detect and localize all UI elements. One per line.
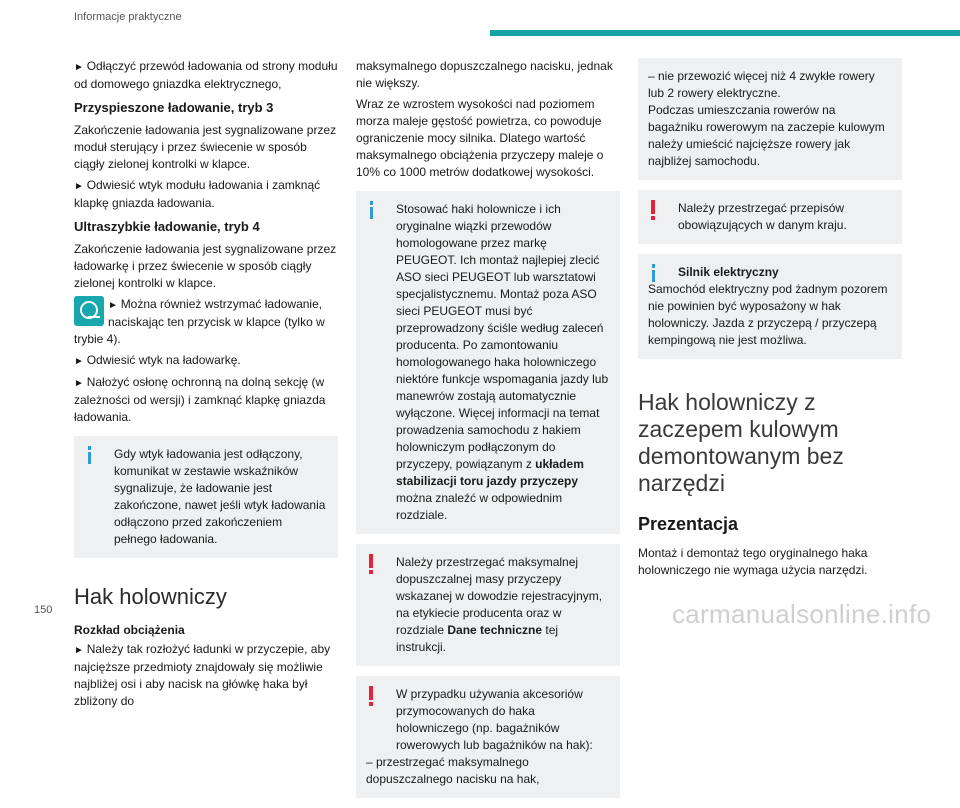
warning-text: Należy przestrzegać przepisów obowiązujących w danym kraju. [678,201,847,232]
heading-presentation: Prezentacja [638,514,739,534]
page-number: 150 [34,604,53,616]
bike-limit-text: – nie przewozić więcej niż 4 zwykłe rowery lub 2 rowery elektryczne. [648,69,875,100]
bike-rack-text: Podczas umieszczania rowerów na bagażniku rowerowym na zaczepie kulowym należy umieścić najcięższe rowery jak najbliżej samochodu. [648,103,885,168]
warning-icon [369,686,373,700]
pause-charge-block [74,296,338,352]
info-text: Gdy wtyk ładowania jest odłączony, komunikat w zestawie wskaźników sygnalizuje, że ładowanie jest zakończone, nawet jeśli wtyk ładowania odłączono przed zakończeniem pełnego ładowania. [114,447,326,546]
info-icon-bar [652,270,655,282]
warning-icon-dot [369,702,373,706]
presentation-text: Montaż i demontaż tego oryginalnego haka holowniczego nie wymaga użycia narzędzi. [638,546,868,577]
info-box [638,254,902,359]
info-icon [652,264,655,268]
info-text-part: Stosować haki holownicze i ich oryginalne wiązki przewodów homologowane przez markę PEUGEOT. Ich montaż najlepiej zlecić ASO sieci PEUGEOT lub warsztatowi specjalistycznemu. Montaż poza ASO sieci PEUGEOT musi być przeprowadzony ściśle według zaleceń producenta. Po zamontowaniu homologowanego haka holowniczego niektóre funkcje wspomagania jazdy lub manewrów zostają automatycznie wyłączone. Więcej informacji na temat prowadzenia samochodu z hakiem holowniczym podłączonym do przyczepy, powiązanym z [396,202,609,471]
step-pause-charging: ► Można również wstrzymać ładowanie, naciskając ten przycisk w klapce (tylko w trybie 4). [74,296,338,348]
warning-text [366,554,610,656]
info-box [74,436,338,558]
section-title-detachable-towbar: Hak holowniczy z zaczepem kulowym demontowanym bez narzędzi [638,389,844,496]
max-load-text: maksymalnego dopuszczalnego nacisku, jednak nie większy. [356,59,613,90]
info-text-bold: układem stabilizacji toru jazdy przyczepy [396,457,584,488]
mode-4-text: Zakończenie ładowania jest sygnalizowane przez ładowarkę i przez świecenie w sposób ciągły zielonej kontrolki w klapce. [74,242,337,290]
column-1 [74,58,338,714]
charge-stop-icon [74,296,104,326]
warning-icon-dot [651,216,655,220]
info-heading-text: Silnik elektryczny [678,265,779,279]
step-hang-on-charger: ► Odwiesić wtyk na ładowarkę. [74,352,338,370]
warning-text-part: tej instrukcji. [396,623,559,654]
mode-3-text: Zakończenie ładowania jest sygnalizowane przez moduł sterujący i przez świecenie w sposób ciągły zielonej kontrolki w klapce. [74,123,337,171]
load-distribution-text: ► Należy tak rozłożyć ładunki w przyczepie, aby najcięższe przedmioty znajdowały się możliwie najbliżej osi i aby nacisk na główkę haka był zbliżony do [74,641,338,710]
heading-mode-4: Ultraszybkie ładowanie, tryb 4 [74,219,260,234]
watermark: carmanualsonline.info [672,599,932,629]
info-icon [88,446,91,450]
info-icon-bar [88,452,91,464]
info-text [366,201,610,524]
warning-icon [369,554,373,568]
info-box [356,191,620,534]
altitude-text: Wraz ze wzrostem wysokości nad poziomem morza maleje gęstość powietrza, co powoduje ograniczenie mocy silnika. Dlatego wartość maksymalnego obciążenia przyczepy maleje o 10% co 1000 metrów dodatkowej wysokości. [356,97,604,179]
header-accent-bar [490,30,960,36]
warning-icon-dot [369,570,373,574]
heading-load-distribution: Rozkład obciążenia [74,623,185,637]
warning-text: W przypadku używania akcesoriów przymocowanych do haka holowniczego (np. bagażników rowerowych lub bagażników na hak): [396,687,593,752]
continued-box [638,58,902,180]
warning-box [356,544,620,666]
warning-box [356,676,620,798]
column-3 [638,58,902,583]
column-2 [356,58,620,808]
warning-box [638,190,902,244]
step-unplug-home: ► Odłączyć przewód ładowania od strony modułu od domowego gniazdka elektrycznego, [74,58,338,93]
running-header: Informacje praktyczne [74,11,182,23]
warning-icon [651,200,655,214]
info-icon-bar [370,207,373,219]
step-hang-plug: ► Odwiesić wtyk modułu ładowania i zamknąć klapkę gniazda ładowania. [74,177,338,212]
section-title-towbar: Hak holowniczy [74,584,227,609]
info-text-part: można znaleźć w odpowiednim rozdziale. [396,491,563,522]
warning-text-bold: Dane techniczne [447,623,543,637]
info-heading [648,264,892,281]
warning-text-part: Należy przestrzegać maksymalnej dopuszczalnej masy przyczepy wskazanej w dowodzie rejestracyjnym, na etykiecie producenta oraz w rozdziale [396,555,603,637]
info-text: Samochód elektryczny pod żadnym pozorem nie powinien być wyposażony w hak holowniczy. Jazda z przyczepą / przyczepą kempingową nie jest możliwa. [648,282,888,347]
info-icon [370,201,373,205]
step-close-flap: ► Nałożyć osłonę ochronną na dolną sekcję (w zależności od wersji) i zamknąć klapkę gniazda ładowania. [74,374,338,426]
warning-list-item: – przestrzegać maksymalnego dopuszczalnego nacisku na hak, [366,755,540,786]
heading-mode-3: Przyspieszone ładowanie, tryb 3 [74,100,274,115]
